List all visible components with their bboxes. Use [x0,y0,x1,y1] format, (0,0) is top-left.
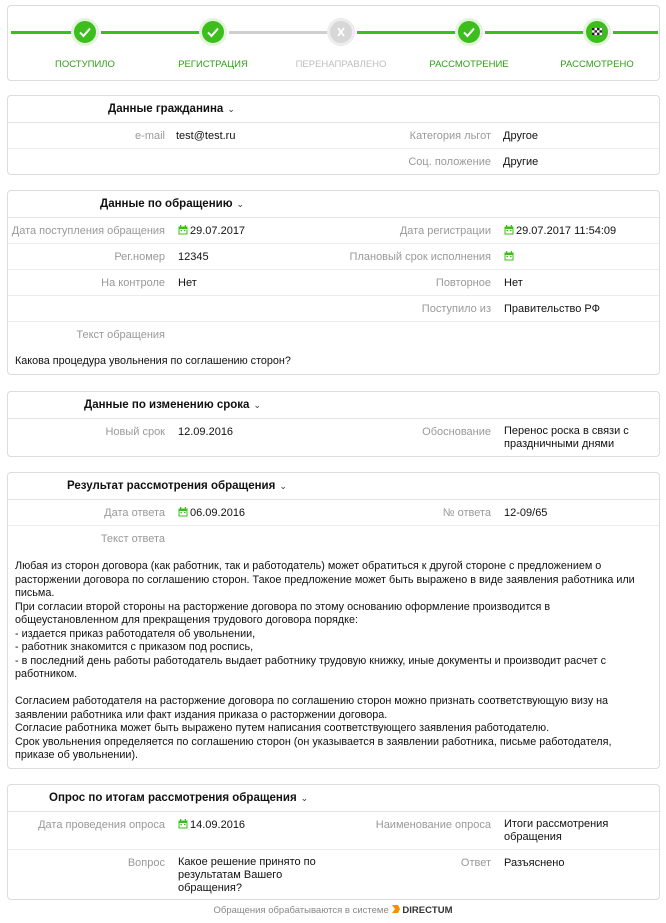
result-section-header[interactable] [8,473,659,500]
deadline-change-section-title: Данные по изменению срока [84,399,250,411]
progress-line [229,31,341,34]
survey-name-label: Наименование опроса [375,819,491,831]
appeal-text-label: Текст обращения [76,329,165,341]
email-label: e-mail [135,130,165,142]
answer-text-label: Текст ответа [100,533,165,545]
answer-number-label: № ответа [442,507,491,519]
regnum-label: Рег.номер [114,251,165,263]
answer-date-label: Дата ответа [104,507,165,519]
repeat-label: Повторное [435,277,491,289]
progress-tracker [7,5,660,81]
chevron-down-icon: ⌄ [300,793,309,803]
answer-label: Ответ [460,857,491,869]
answer-paragraph: Согласие работника может быть выражено путем написания соответствующего заявления работодателю. [15,722,550,734]
calendar-icon [178,819,188,829]
calendar-icon [504,225,514,235]
step-redirected-cross-icon [327,18,355,46]
chevron-down-icon: ⌄ [253,400,261,410]
social-label: Соц. положение [408,156,491,168]
progress-line [101,31,213,34]
registered-date-value [504,225,616,237]
step-label-redirected: ПЕРЕНАПРАВЛЕНО [295,59,387,70]
chevron-down-icon: ⌄ [279,481,287,491]
appeal-text-row [8,322,659,374]
field-row [8,123,659,149]
field-row [8,500,659,526]
answer-text [15,560,651,763]
answer-value: Разъяснено [504,857,565,869]
registered-date-text: 29.07.2017 11:54:09 [516,225,617,237]
answer-date-text: 06.09.2016 [190,507,246,519]
answer-paragraph-spacer [15,682,651,696]
benefit-label: Категория льгот [409,130,491,142]
regnum-value: 12345 [178,251,209,263]
email-value: test@test.ru [176,130,236,142]
citizen-section [7,95,660,175]
answer-paragraph: - работник знакомится с приказом под роспись, [15,641,254,653]
directum-logo[interactable] [391,905,452,916]
answer-paragraph: Срок увольнения определяется по соглашению сторон (он указывается в заявлении работника, письме работодателя, приказе об увольнении). [15,735,612,761]
calendar-icon [504,251,514,261]
appeal-section [7,190,660,375]
answer-paragraph: При согласии второй стороны на расторжение договора по этому основанию оформление производится в общеустановленном для прекращения трудового договора порядке: [15,600,551,626]
question-label: Вопрос [127,857,165,869]
appeal-section-title: Данные по обращению [100,198,233,210]
deadline-change-section-header[interactable] [8,392,659,419]
survey-section-header[interactable] [8,785,659,812]
answer-paragraph: Согласием работодателя на расторжение договора по соглашению сторон можно признать соответствующую визу на заявлении работника или факт издания приказа о расторжении договора. [15,695,609,721]
field-row [8,149,659,175]
step-label-reviewed: РАССМОТРЕНО [560,59,634,70]
citizen-section-title: Данные гражданина [108,103,224,115]
survey-date-value [178,819,245,831]
field-row [8,296,659,322]
deadline-change-section [7,391,660,457]
footer-text: Обращения обрабатываются в системе [213,905,389,916]
new-deadline-label: Новый срок [105,426,165,438]
directum-brand: DIRECTUM [402,905,453,916]
deadline-value [504,251,516,263]
control-label: На контроле [101,277,165,289]
answer-paragraph: - издается приказ работодателя об увольнении, [15,627,256,640]
step-label-received: ПОСТУПИЛО [55,59,115,70]
answer-paragraph: Любая из сторон договора (как работник, так и работодатель) может обратиться к другой стороне с предложением о расторжении договора по соглашению сторон. Такое предложение может быть выражено в виде заявления работника или письма. [15,560,635,599]
progress-line [485,31,597,34]
chevron-down-icon: ⌄ [227,104,235,114]
result-section [7,472,660,769]
control-value: Нет [178,277,197,289]
step-label-review: РАССМОТРЕНИЕ [429,59,509,70]
calendar-icon [178,507,188,517]
field-row [8,850,659,900]
deadline-label: Плановый срок исполнения [349,251,491,263]
citizen-section-header[interactable] [8,96,659,123]
benefit-value: Другое [503,130,538,142]
survey-section-title: Опрос по итогам рассмотрения обращения [49,792,297,804]
footer [0,904,666,916]
source-label: Поступило из [421,303,491,315]
received-date-value [178,225,245,237]
survey-date-label: Дата проведения опроса [38,819,165,831]
field-row [8,812,659,850]
survey-date-text: 14.09.2016 [190,819,246,831]
step-registration-check-icon [199,18,227,46]
survey-section [7,784,660,900]
directum-logo-icon [391,904,401,914]
answer-number-value: 12-09/65 [504,507,548,519]
chevron-down-icon: ⌄ [236,199,245,209]
progress-line [357,31,469,34]
new-deadline-value: 12.09.2016 [178,426,234,438]
field-row [8,218,659,244]
field-row [8,270,659,296]
calendar-icon [178,225,188,235]
survey-name-value: Итоги рассмотрения обращения [504,818,609,843]
question-value: Какое решение принято по результатам Вашего обращения? [178,856,316,894]
field-row [8,419,659,457]
reason-value: Перенос роска в связи с праздничными днями [504,425,629,450]
appeal-section-header[interactable] [8,191,659,218]
appeal-text: Какова процедура увольнения по соглашению сторон? [15,355,291,367]
answer-date-value [178,507,245,519]
step-review-check-icon [455,18,483,46]
step-reviewed-finish-flag-icon [583,18,611,46]
step-label-registration: РЕГИСТРАЦИЯ [178,59,248,70]
reason-label: Обоснование [422,426,491,438]
received-date-label: Дата поступления обращения [11,225,165,237]
field-row [8,244,659,270]
progress-line [613,31,658,34]
received-date-text: 29.07.2017 [190,225,246,237]
source-value: Правительство РФ [504,303,600,315]
answer-text-row [8,526,659,768]
repeat-value: Нет [504,277,523,289]
registered-date-label: Дата регистрации [399,225,491,237]
answer-paragraph: - в последний день работы работодатель выдает работнику трудовую книжку, иные документы и производит расчет с работником. [15,654,607,680]
social-value: Другие [503,156,539,168]
result-section-title: Результат рассмотрения обращения [67,480,276,492]
step-received-check-icon [71,18,99,46]
